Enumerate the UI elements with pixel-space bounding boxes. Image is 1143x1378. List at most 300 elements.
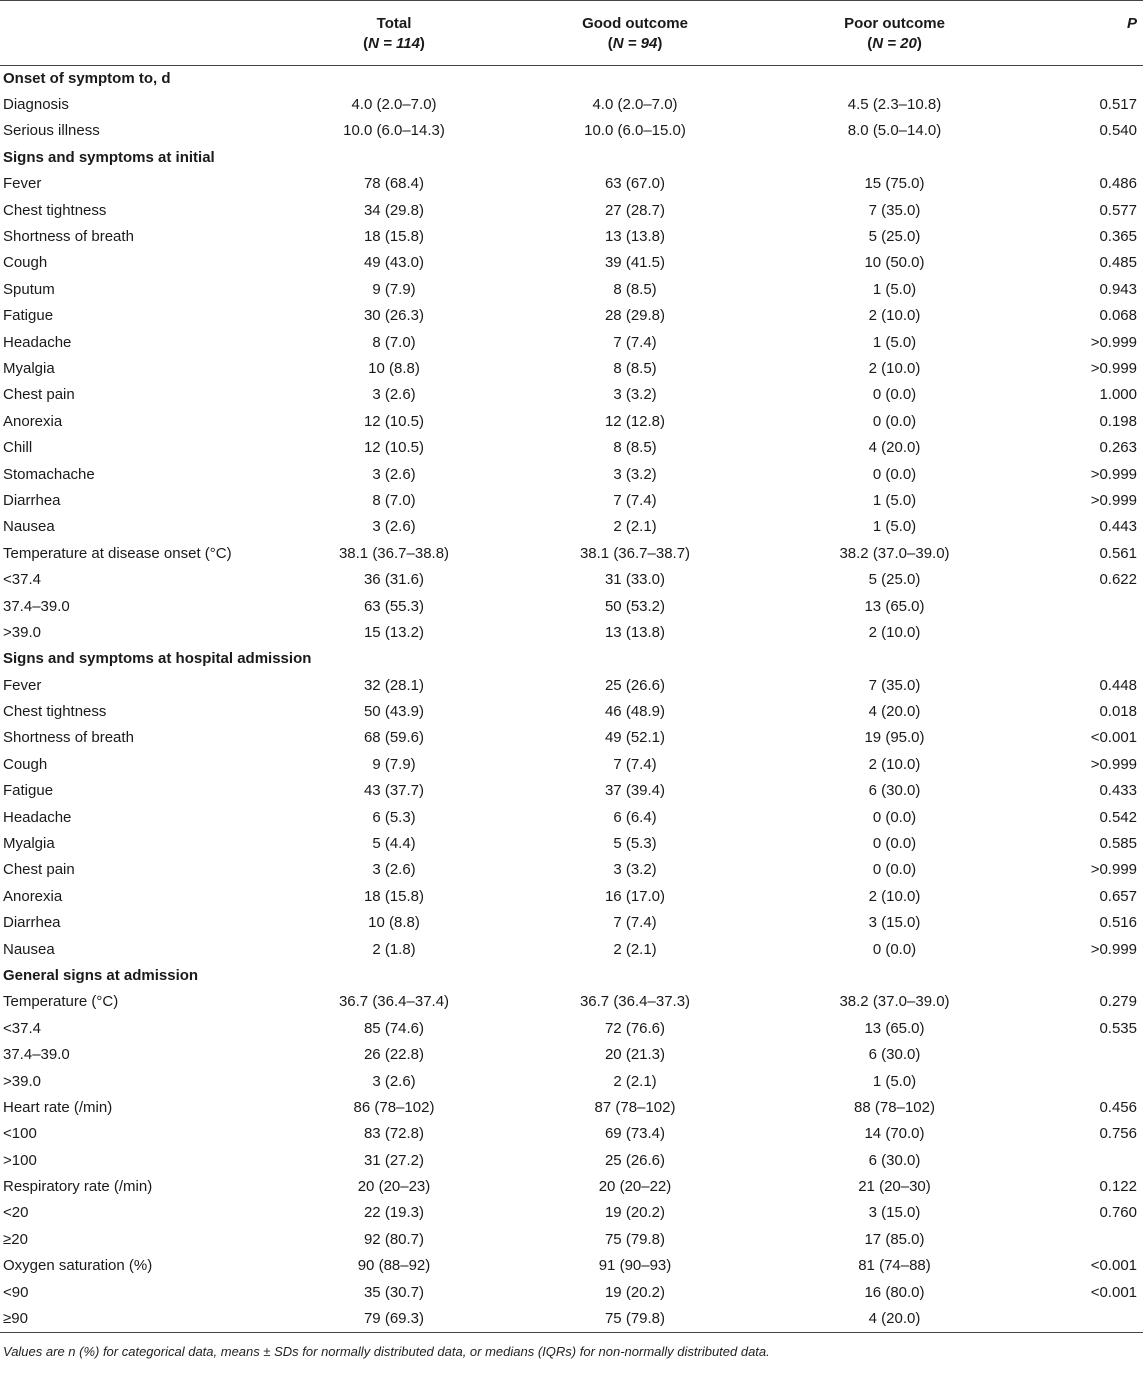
row-label: Heart rate (/min) (3, 1098, 113, 1116)
cell-total: 38.1 (36.7–38.8) (338, 544, 450, 562)
table-row (0, 1148, 1143, 1174)
cell-poor-outcome: 0 (0.0) (872, 835, 917, 853)
row-label: <100 (3, 1125, 37, 1143)
cell-good-outcome: 2 (2.1) (613, 1072, 657, 1090)
cell-good-outcome: 8 (8.5) (613, 439, 657, 457)
cell-p-value: 0.585 (1099, 835, 1137, 853)
cell-good-outcome: 39 (41.5) (604, 254, 666, 272)
cell-good-outcome: 8 (8.5) (613, 280, 657, 298)
table-row (0, 831, 1143, 857)
cell-p-value: 0.279 (1099, 993, 1137, 1011)
row-label: Serious illness (3, 122, 100, 140)
cell-poor-outcome: 4 (20.0) (868, 703, 921, 721)
cell-p-value: 0.018 (1099, 703, 1137, 721)
cell-p-value: 0.540 (1099, 122, 1137, 140)
table-row (0, 567, 1143, 593)
row-label: Fatigue (3, 782, 54, 800)
cell-poor-outcome: 81 (74–88) (858, 1257, 931, 1275)
row-label: Chest tightness (3, 201, 107, 219)
cell-poor-outcome: 19 (95.0) (864, 729, 925, 747)
cell-poor-outcome: 3 (15.0) (868, 1204, 921, 1222)
table-row (0, 541, 1143, 567)
header-row (0, 1, 1143, 66)
header-poor-n: (N = 20) (867, 35, 922, 52)
header-p-value: P (1033, 1, 1143, 66)
table-row (0, 857, 1143, 883)
cell-total: 85 (74.6) (363, 1019, 425, 1037)
cell-p-value: 0.622 (1099, 571, 1137, 589)
row-label: Headache (3, 808, 72, 826)
row-label: Myalgia (3, 359, 55, 377)
cell-total: 8 (7.0) (372, 333, 416, 351)
cell-poor-outcome: 6 (30.0) (868, 1046, 921, 1064)
cell-p-value: 0.756 (1099, 1125, 1137, 1143)
row-label: <37.4 (3, 571, 41, 589)
cell-p-value (1033, 1227, 1143, 1253)
cell-p-value: <0.001 (1090, 729, 1137, 747)
cell-total: 9 (7.9) (372, 755, 416, 773)
table-row (0, 778, 1143, 804)
row-label: Myalgia (3, 835, 55, 853)
cell-p-value: >0.999 (1090, 359, 1137, 377)
header-good-n: (N = 94) (607, 35, 663, 52)
cell-total: 36 (31.6) (363, 571, 425, 589)
row-label: >39.0 (3, 1072, 41, 1090)
cell-p-value: 0.198 (1099, 412, 1137, 430)
table-row (0, 1068, 1143, 1094)
cell-total: 31 (27.2) (363, 1151, 425, 1169)
cell-good-outcome: 16 (17.0) (604, 887, 666, 905)
cell-poor-outcome: 3 (15.0) (868, 914, 921, 932)
table-row (0, 329, 1143, 355)
header-good-outcome (514, 1, 756, 66)
table-row (0, 461, 1143, 487)
cell-total: 83 (72.8) (363, 1125, 425, 1143)
cell-poor-outcome (756, 646, 1033, 672)
cell-total: 3 (2.6) (372, 465, 416, 483)
row-label: 37.4–39.0 (3, 597, 70, 615)
table-row (0, 672, 1143, 698)
cell-good-outcome: 31 (33.0) (604, 571, 666, 589)
cell-total: 5 (4.4) (372, 835, 416, 853)
cell-total: 8 (7.0) (372, 491, 416, 509)
cell-p-value (1033, 1068, 1143, 1094)
cell-poor-outcome: 1 (5.0) (872, 491, 917, 509)
cell-total: 79 (69.3) (274, 1306, 514, 1332)
cell-p-value: 0.068 (1099, 307, 1137, 325)
cell-poor-outcome: 21 (20–30) (858, 1178, 931, 1196)
cell-good-outcome: 72 (76.6) (604, 1019, 666, 1037)
cell-poor-outcome: 0 (0.0) (872, 940, 917, 958)
row-label: <37.4 (3, 1019, 41, 1037)
table-row (0, 224, 1143, 250)
table-row (0, 752, 1143, 778)
row-label: Anorexia (3, 887, 63, 905)
cell-total: 36.7 (36.4–37.4) (338, 993, 450, 1011)
table-row (0, 910, 1143, 936)
cell-p-value: <0.001 (1090, 1257, 1137, 1275)
cell-p-value: >0.999 (1090, 940, 1137, 958)
cell-good-outcome: 75 (79.8) (514, 1306, 756, 1332)
section-header-row (0, 66, 1143, 92)
section-title: General signs at admission (3, 966, 199, 984)
row-label: Chest pain (3, 861, 75, 879)
cell-total: 78 (68.4) (363, 175, 425, 193)
cell-poor-outcome: 13 (65.0) (864, 1019, 925, 1037)
cell-poor-outcome: 1 (5.0) (872, 518, 917, 536)
cell-poor-outcome: 4.5 (2.3–10.8) (847, 96, 942, 114)
row-label: Diagnosis (3, 96, 69, 114)
header-good-n-value: N = 94 (612, 35, 658, 52)
cell-total: 90 (88–92) (357, 1257, 431, 1275)
table-row (0, 1306, 1143, 1332)
cell-poor-outcome: 4 (20.0) (756, 1306, 1033, 1332)
row-label: Nausea (3, 518, 55, 536)
cell-total: 3 (2.6) (372, 518, 416, 536)
section-header-row (0, 646, 1143, 672)
header-label-cell (0, 1, 274, 66)
row-label: >39.0 (3, 623, 41, 641)
cell-poor-outcome: 6 (30.0) (868, 782, 921, 800)
cell-good-outcome: 50 (53.2) (604, 597, 666, 615)
cell-p-value: 0.943 (1099, 280, 1137, 298)
cell-good-outcome: 28 (29.8) (604, 307, 666, 325)
table-row (0, 936, 1143, 962)
cell-good-outcome: 25 (26.6) (604, 1151, 666, 1169)
table-row (0, 1227, 1143, 1253)
cell-p-value: 0.263 (1099, 439, 1137, 457)
row-label: Shortness of breath (3, 228, 134, 246)
cell-total: 6 (5.3) (372, 808, 416, 826)
cell-good-outcome: 2 (2.1) (613, 940, 657, 958)
table-footnote: Values are n (%) for categorical data, means ± SDs for normally distributed data, or medians (IQRs) for non-normally distributed data. (3, 1343, 770, 1359)
cell-p-value: >0.999 (1090, 755, 1137, 773)
row-label: <20 (3, 1204, 29, 1222)
cell-total: 18 (15.8) (363, 887, 425, 905)
row-label: Shortness of breath (3, 729, 134, 747)
cell-p-value: 0.365 (1099, 228, 1137, 246)
cell-good-outcome: 12 (12.8) (604, 412, 666, 430)
cell-total: 34 (29.8) (363, 201, 425, 219)
cell-good-outcome: 49 (52.1) (604, 729, 666, 747)
cell-total: 12 (10.5) (363, 412, 425, 430)
cell-total (274, 66, 514, 92)
cell-good-outcome: 87 (78–102) (594, 1098, 676, 1116)
cell-poor-outcome: 0 (0.0) (872, 465, 917, 483)
cell-good-outcome: 13 (13.8) (604, 228, 666, 246)
cell-poor-outcome: 4 (20.0) (868, 439, 921, 457)
cell-poor-outcome: 2 (10.0) (868, 887, 921, 905)
cell-total: 26 (22.8) (363, 1046, 425, 1064)
cell-p-value (1033, 1306, 1143, 1332)
cell-poor-outcome: 0 (0.0) (872, 861, 917, 879)
table-row (0, 620, 1143, 646)
cell-p-value: 0.760 (1099, 1204, 1137, 1222)
table-row (0, 277, 1143, 303)
cell-poor-outcome: 2 (10.0) (868, 623, 921, 641)
cell-total: 10.0 (6.0–14.3) (343, 122, 445, 140)
table-row (0, 356, 1143, 382)
row-label: Nausea (3, 940, 55, 958)
row-label: Diarrhea (3, 491, 61, 509)
cell-poor-outcome: 1 (5.0) (872, 333, 917, 351)
cell-p-value: 0.456 (1099, 1098, 1137, 1116)
cell-poor-outcome: 7 (35.0) (868, 676, 921, 694)
row-label: Chest tightness (3, 703, 107, 721)
cell-good-outcome: 25 (26.6) (604, 676, 666, 694)
row-label: <90 (3, 1283, 29, 1301)
cell-p-value: 0.535 (1099, 1019, 1137, 1037)
cell-good-outcome: 91 (90–93) (598, 1257, 672, 1275)
cell-poor-outcome: 88 (78–102) (854, 1098, 935, 1116)
table-row (0, 514, 1143, 540)
cell-good-outcome: 2 (2.1) (613, 518, 657, 536)
cell-p-value: 0.542 (1099, 808, 1137, 826)
cell-total: 2 (1.8) (372, 940, 416, 958)
header-total-title: Total (376, 15, 412, 32)
cell-poor-outcome: 6 (30.0) (868, 1151, 921, 1169)
row-label: Diarrhea (3, 914, 61, 932)
cell-good-outcome: 7 (7.4) (613, 333, 657, 351)
table-row (0, 303, 1143, 329)
row-label: Fever (3, 175, 42, 193)
cell-p-value: >0.999 (1090, 465, 1137, 483)
table-row (0, 409, 1143, 435)
cell-p-value: 0.433 (1099, 782, 1137, 800)
table-body (0, 66, 1143, 1333)
header-total (274, 1, 514, 66)
table-header (0, 1, 1143, 66)
cell-good-outcome: 10.0 (6.0–15.0) (584, 122, 686, 140)
row-label: Oxygen saturation (%) (3, 1257, 153, 1275)
cell-total: 32 (28.1) (363, 676, 425, 694)
row-label: Stomachache (3, 465, 95, 483)
cell-p-value: <0.001 (1090, 1283, 1137, 1301)
section-title: Signs and symptoms at hospital admission (3, 650, 312, 668)
cell-total: 20 (20–23) (357, 1178, 431, 1196)
cell-p-value (1033, 145, 1143, 171)
cell-total: 49 (43.0) (363, 254, 425, 272)
table-row (0, 989, 1143, 1015)
cell-good-outcome: 20 (21.3) (604, 1046, 666, 1064)
cell-good-outcome: 7 (7.4) (613, 491, 657, 509)
table-row (0, 197, 1143, 223)
cell-good-outcome (514, 963, 756, 989)
cell-poor-outcome: 14 (70.0) (864, 1125, 925, 1143)
row-label: Fatigue (3, 307, 54, 325)
header-poor-n-value: N = 20 (872, 35, 917, 52)
row-label: ≥20 (3, 1230, 28, 1248)
cell-p-value (1033, 66, 1143, 92)
cell-p-value: 0.443 (1099, 518, 1137, 536)
cell-p-value: 0.517 (1099, 96, 1137, 114)
cell-total: 15 (13.2) (363, 623, 425, 641)
cell-total: 18 (15.8) (363, 228, 425, 246)
cell-good-outcome: 5 (5.3) (613, 835, 657, 853)
cell-good-outcome: 75 (79.8) (604, 1230, 666, 1248)
cell-good-outcome: 36.7 (36.4–37.3) (579, 993, 691, 1011)
cell-good-outcome: 46 (48.9) (604, 703, 666, 721)
table-row (0, 1042, 1143, 1068)
section-title: Onset of symptom to, d (3, 69, 171, 87)
table-row (0, 1200, 1143, 1226)
cell-good-outcome: 38.1 (36.7–38.7) (579, 544, 691, 562)
table-row (0, 725, 1143, 751)
row-label: Chest pain (3, 386, 75, 404)
cell-good-outcome: 63 (67.0) (604, 175, 666, 193)
cell-poor-outcome (756, 66, 1033, 92)
cell-p-value (1033, 1148, 1143, 1174)
cell-p-value (1033, 593, 1143, 619)
cell-poor-outcome: 1 (5.0) (872, 1072, 917, 1090)
cell-total: 92 (80.7) (363, 1230, 425, 1248)
cell-good-outcome: 3 (3.2) (613, 465, 657, 483)
cell-good-outcome: 19 (20.2) (604, 1283, 666, 1301)
row-label: Fever (3, 676, 42, 694)
cell-total: 68 (59.6) (363, 729, 425, 747)
table-row (0, 92, 1143, 118)
table-row (0, 1253, 1143, 1279)
cell-poor-outcome: 0 (0.0) (872, 808, 917, 826)
cell-good-outcome: 13 (13.8) (604, 623, 666, 641)
row-label: Cough (3, 254, 48, 272)
cell-good-outcome: 69 (73.4) (604, 1125, 666, 1143)
cell-poor-outcome: 15 (75.0) (864, 175, 925, 193)
cell-total: 22 (19.3) (363, 1204, 425, 1222)
cell-total: 10 (8.8) (368, 359, 420, 377)
cell-total: 3 (2.6) (372, 861, 416, 879)
cell-poor-outcome: 38.2 (37.0–39.0) (839, 544, 950, 562)
cell-p-value: 0.448 (1099, 676, 1137, 694)
cell-poor-outcome: 8.0 (5.0–14.0) (847, 122, 942, 140)
cell-poor-outcome: 2 (10.0) (868, 307, 921, 325)
cell-total: 30 (26.3) (363, 307, 425, 325)
section-header-row (0, 963, 1143, 989)
cell-total: 63 (55.3) (363, 597, 425, 615)
row-label: Cough (3, 755, 48, 773)
cell-p-value: >0.999 (1090, 861, 1137, 879)
cell-good-outcome: 3 (3.2) (613, 861, 657, 879)
table-row (0, 884, 1143, 910)
section-title: Signs and symptoms at initial (3, 148, 215, 166)
table-row (0, 804, 1143, 830)
row-label: >100 (3, 1151, 37, 1169)
cell-p-value: 0.516 (1099, 914, 1137, 932)
cell-poor-outcome: 0 (0.0) (872, 386, 917, 404)
cell-good-outcome: 20 (20–22) (598, 1178, 672, 1196)
header-total-n: (N = 114) (363, 35, 425, 52)
cell-total: 9 (7.9) (372, 280, 416, 298)
table-row (0, 1174, 1143, 1200)
table-row (0, 382, 1143, 408)
table-row (0, 1095, 1143, 1121)
cell-poor-outcome: 13 (65.0) (864, 597, 925, 615)
cell-good-outcome (514, 145, 756, 171)
cell-good-outcome: 7 (7.4) (613, 755, 657, 773)
cell-poor-outcome: 38.2 (37.0–39.0) (839, 993, 950, 1011)
cell-total: 12 (10.5) (363, 439, 425, 457)
cell-good-outcome: 3 (3.2) (613, 386, 657, 404)
cell-p-value (1033, 646, 1143, 672)
table-row (0, 250, 1143, 276)
table-row (0, 699, 1143, 725)
cell-poor-outcome: 0 (0.0) (872, 412, 917, 430)
cell-poor-outcome: 17 (85.0) (864, 1230, 925, 1248)
cell-p-value (1033, 963, 1143, 989)
cell-good-outcome: 27 (28.7) (604, 201, 666, 219)
table-row (0, 488, 1143, 514)
cell-total: 3 (2.6) (372, 1072, 416, 1090)
row-label: Respiratory rate (/min) (3, 1178, 153, 1196)
table-row (0, 435, 1143, 461)
cell-p-value: 0.486 (1099, 175, 1137, 193)
cell-good-outcome (514, 66, 756, 92)
section-header-row (0, 145, 1143, 171)
cell-p-value: >0.999 (1090, 491, 1137, 509)
cell-total: 35 (30.7) (363, 1283, 425, 1301)
cell-poor-outcome (756, 963, 1033, 989)
table-row (0, 593, 1143, 619)
cell-poor-outcome: 5 (25.0) (868, 571, 921, 589)
cell-poor-outcome: 5 (25.0) (868, 228, 921, 246)
cell-good-outcome: 19 (20.2) (604, 1204, 666, 1222)
cell-poor-outcome: 16 (80.0) (864, 1283, 925, 1301)
cell-good-outcome: 4.0 (2.0–7.0) (592, 96, 678, 114)
table-row (0, 1121, 1143, 1147)
cell-total: 43 (37.7) (363, 782, 425, 800)
cell-total: 3 (2.6) (372, 386, 416, 404)
row-label: Temperature at disease onset (°C) (3, 544, 232, 562)
table-row (0, 1016, 1143, 1042)
cell-p-value: 0.561 (1099, 544, 1137, 562)
cell-good-outcome: 8 (8.5) (613, 359, 657, 377)
cell-poor-outcome: 2 (10.0) (868, 755, 921, 773)
cell-p-value: >0.999 (1090, 333, 1137, 351)
row-label: Sputum (3, 280, 55, 298)
header-poor-outcome (756, 1, 1033, 66)
cell-p-value: 0.577 (1099, 201, 1137, 219)
header-total-n-value: N = 114 (368, 35, 420, 52)
cell-total: 10 (8.8) (368, 914, 420, 932)
cell-total: 4.0 (2.0–7.0) (351, 96, 437, 114)
cell-p-value (1033, 620, 1143, 646)
cell-total (274, 145, 514, 171)
cell-poor-outcome: 2 (10.0) (868, 359, 921, 377)
cell-p-value: 0.657 (1099, 887, 1137, 905)
cell-good-outcome: 37 (39.4) (604, 782, 666, 800)
cell-p-value: 0.122 (1099, 1178, 1137, 1196)
table-row (0, 171, 1143, 197)
row-label: 37.4–39.0 (3, 1046, 70, 1064)
cell-p-value: 0.485 (1099, 254, 1137, 272)
cell-total (274, 963, 514, 989)
cell-good-outcome: 6 (6.4) (613, 808, 657, 826)
header-good-title: Good outcome (582, 15, 688, 32)
cell-poor-outcome: 1 (5.0) (872, 280, 917, 298)
cell-good-outcome: 7 (7.4) (613, 914, 657, 932)
cell-poor-outcome: 10 (50.0) (864, 254, 925, 272)
cell-poor-outcome: 7 (35.0) (868, 201, 921, 219)
cell-good-outcome (514, 646, 756, 672)
cell-total: 86 (78–102) (353, 1098, 435, 1116)
cell-total: 50 (43.9) (363, 703, 425, 721)
header-poor-title: Poor outcome (844, 15, 945, 32)
row-label: Headache (3, 333, 72, 351)
row-label: ≥90 (0, 1306, 274, 1332)
cell-p-value (1033, 1042, 1143, 1068)
row-label: Anorexia (3, 412, 63, 430)
cell-poor-outcome (756, 145, 1033, 171)
